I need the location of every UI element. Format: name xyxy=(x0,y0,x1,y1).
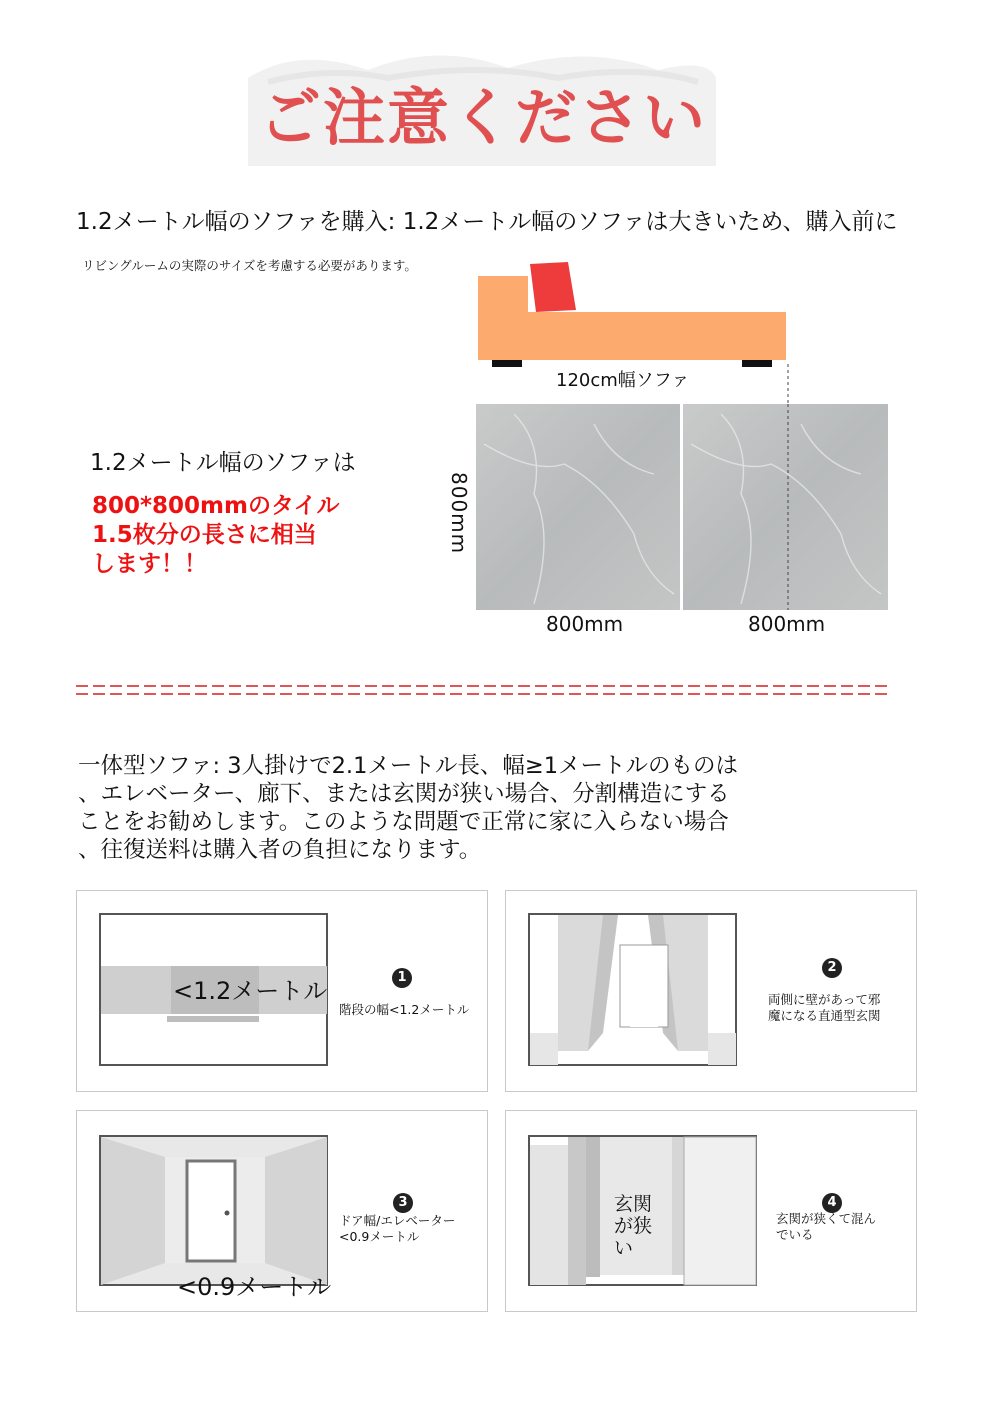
panel4-caption: 玄関が狭くて混ん でいる xyxy=(776,1211,877,1242)
sofa-width-label: 120cm幅ソファ xyxy=(556,370,690,391)
panel-stairs xyxy=(76,890,488,1092)
door-illustration xyxy=(99,1135,329,1287)
door-width-label: <0.9メートル xyxy=(177,1273,332,1301)
panel1-caption: 階段の幅<1.2メートル xyxy=(339,1002,470,1017)
panel2-caption: 両側に壁があって邪 魔になる直通型玄関 xyxy=(768,992,881,1023)
panel-door xyxy=(76,1110,488,1312)
panel-corridor xyxy=(505,890,917,1092)
page-title: ご注意ください xyxy=(258,81,707,154)
section2-paragraph: 一体型ソファ: 3人掛けで2.1メートル長、幅≥1メートルのものは 、エレベーター、廊下、または玄関が狭い場合、分割構造にする ことをお勧めします。このような問題で正常に家に入らない場合 、往復送料は購入者の負担になります。 xyxy=(78,753,739,863)
panel3-caption: ドア幅/エレベーター <0.9メートル xyxy=(339,1213,456,1244)
step-number-2: 2 xyxy=(822,958,842,978)
sofa-equivalence-text: 1.2メートル幅のソファは xyxy=(90,450,356,476)
tile-width-label-2: 800mm xyxy=(748,612,826,636)
step-number-4: 4 xyxy=(822,1193,842,1213)
stairs-width-label: <1.2メートル xyxy=(173,977,328,1005)
tile-width-label-1: 800mm xyxy=(546,612,624,636)
panel-entrance xyxy=(505,1110,917,1312)
step-number-1: 1 xyxy=(392,968,412,988)
tile-height-label: 800mm xyxy=(447,472,471,555)
sofa-illustration xyxy=(470,258,800,370)
section1-subtext: リビングルームの実際のサイズを考慮する必要があります。 xyxy=(82,258,417,273)
section1-heading: 1.2メートル幅のソファを購入: 1.2メートル幅のソファは大きいため、購入前に xyxy=(76,209,898,235)
corridor-illustration xyxy=(528,913,738,1067)
entrance-narrow-label: 玄関 が狭 い xyxy=(614,1193,653,1259)
marble-tiles xyxy=(474,404,890,612)
step-number-3: 3 xyxy=(393,1193,413,1213)
dashed-divider xyxy=(76,676,918,704)
tile-warning-text: 800*800mmのタイル 1.5枚分の長さに相当 します！！ xyxy=(92,493,340,577)
sofa-edge-dashed-line xyxy=(786,364,790,406)
